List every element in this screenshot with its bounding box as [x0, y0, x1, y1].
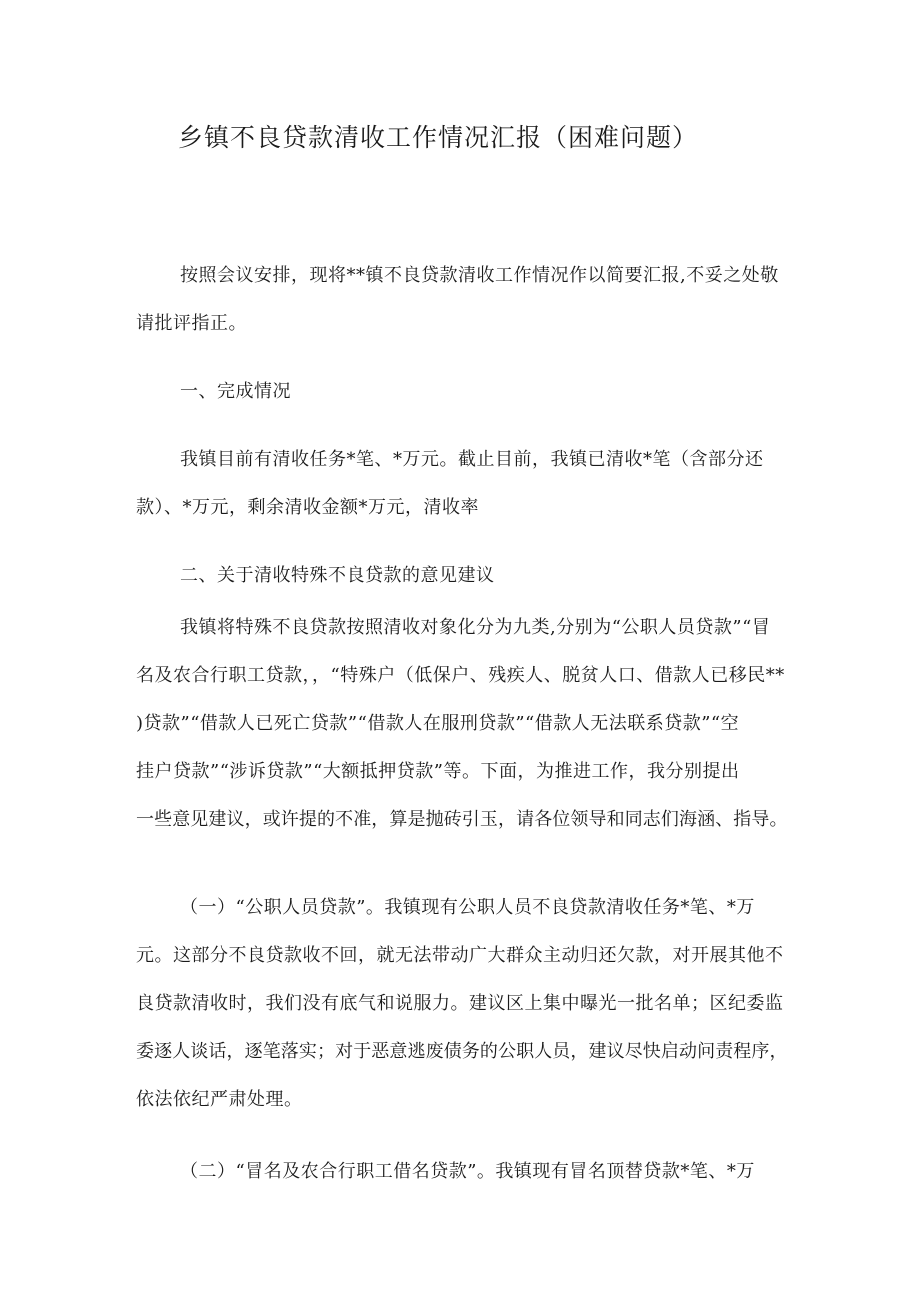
- section-heading-completion: 一、完成情况: [180, 381, 291, 402]
- suggestions-paragraph: [136, 604, 788, 844]
- suggestions-line-3: )贷款”“借款人已死亡贷款”“借款人在服刑贷款”“借款人无法联系贷款”“空: [136, 713, 740, 734]
- intro-paragraph: [136, 252, 788, 348]
- item1-line-3: 良贷款清收时，我们没有底气和说服力。建议区上集中曝光一批名单；区纪委监: [136, 993, 784, 1014]
- item1-line-5: 依法依纪严肃处理。: [136, 1089, 303, 1110]
- suggestions-line-2: 名及农合行职工贷款，，“特殊户（低保户、残疾人、脱贫人口、借款人已移民**: [136, 665, 785, 686]
- document-title: 乡镇不良贷款清收工作情况汇报（困难问题）: [178, 123, 699, 152]
- item2-line-1: （二）“冒名及农合行职工借名贷款”。我镇现有冒名顶替贷款*笔、*万: [180, 1161, 755, 1182]
- item1-line-4: 委逐人谈话，逐笔落实；对于恶意逃废债务的公职人员，建议尽快启动问责程序，: [136, 1041, 788, 1062]
- item1-line-1: （一）“公职人员贷款”。我镇现有公职人员不良贷款清收任务*笔、*万: [180, 897, 755, 918]
- intro-line-2: 请批评指正。: [136, 313, 247, 334]
- item-public-officials-paragraph: [136, 884, 788, 1124]
- completion-line-1: 我镇目前有清收任务*笔、*万元。截止目前，我镇已清收*笔（含部分还: [180, 449, 764, 470]
- completion-paragraph: [136, 436, 788, 532]
- suggestions-line-4: 挂户贷款”“涉诉贷款”“大额抵押贷款”等。下面，为推进工作，我分别提出: [136, 761, 740, 782]
- intro-line-1: 按照会议安排，现将**镇不良贷款清收工作情况作以简要汇报,不妥之处敬: [180, 265, 779, 286]
- item-impersonation-paragraph: [136, 1148, 788, 1196]
- section-heading-suggestions: 二、关于清收特殊不良贷款的意见建议: [180, 565, 495, 586]
- suggestions-line-1: 我镇将特殊不良贷款按照清收对象化分为九类,分别为“公职人员贷款”“冒: [180, 617, 771, 638]
- suggestions-line-5: 一些意见建议，或许提的不准，算是抛砖引玉，请各位领导和同志们海涵、指导。: [136, 809, 788, 830]
- completion-line-2: 款）、*万元，剩余清收金额*万元，清收率: [136, 497, 479, 518]
- item1-line-2: 元。这部分不良贷款收不回，就无法带动广大群众主动归还欠款，对开展其他不: [136, 945, 784, 966]
